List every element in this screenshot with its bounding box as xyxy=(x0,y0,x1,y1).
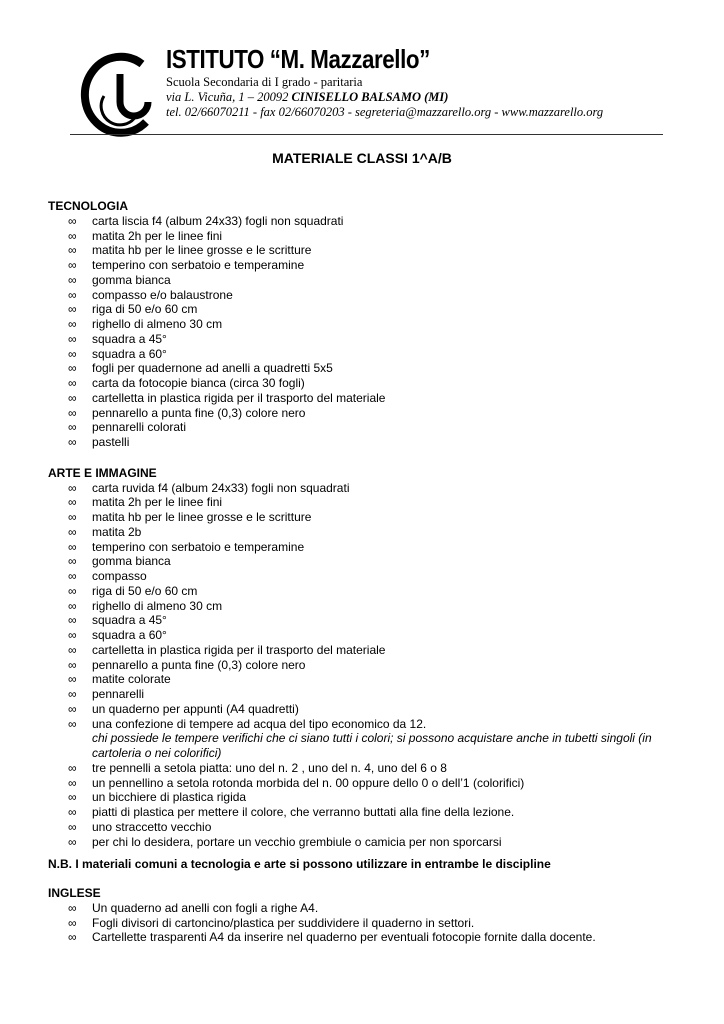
bullet-icon: ∞ xyxy=(68,930,77,945)
bullet-icon: ∞ xyxy=(68,569,77,583)
list-item: ∞ matita 2h per le linee fini xyxy=(68,228,223,243)
address-street: via L. Vicuña, 1 – 20092 xyxy=(166,90,292,104)
list-item: ∞ matita 2b xyxy=(68,524,142,539)
bullet-icon: ∞ xyxy=(68,598,77,613)
document-body xyxy=(48,199,688,945)
bullet-icon: ∞ xyxy=(68,716,77,731)
list-item: ∞ gomma bianca xyxy=(68,272,171,287)
list-item: ∞ una confezione di tempere ad acqua del tipo economico da 12. chi possiede le tempere verifichi che ci siano tutti i colori; si possono acquistare anche in tubetti singoli (in cartoleria o nei colorifici) xyxy=(48,717,688,761)
bullet-icon: ∞ xyxy=(68,657,77,672)
address-city: CINISELLO BALSAMO (MI) xyxy=(291,90,449,104)
bullet-icon: ∞ xyxy=(68,583,77,598)
bullet-icon: ∞ xyxy=(68,272,77,287)
arte-list xyxy=(48,481,688,850)
bullet-icon: ∞ xyxy=(68,376,77,390)
bullet-icon: ∞ xyxy=(68,613,77,628)
bullet-icon: ∞ xyxy=(68,390,77,405)
list-item: ∞ pennarello a punta fine (0,3) colore nero xyxy=(68,657,306,672)
bullet-icon: ∞ xyxy=(68,346,77,361)
school-contacts: tel. 02/66070211 - fax 02/66070203 - segreteria@mazzarello.org - www.mazzarello.org xyxy=(166,105,604,119)
list-item: ∞ un bicchiere di plastica rigida xyxy=(68,790,247,805)
bullet-icon: ∞ xyxy=(68,331,77,346)
school-subtitle: Scuola Secondaria di I grado - paritaria xyxy=(166,75,363,89)
list-item: ∞ cartelletta in plastica rigida per il trasporto del materiale xyxy=(68,642,386,657)
bullet-icon: ∞ xyxy=(68,510,77,524)
bullet-icon: ∞ xyxy=(68,361,77,376)
list-item: ∞ per chi lo desidera, portare un vecchio grembiule o camicia per non sporcarsi xyxy=(68,834,502,849)
list-item: ∞ squadra a 60° xyxy=(68,628,167,642)
bullet-icon: ∞ xyxy=(68,420,77,435)
list-item: ∞ Un quaderno ad anelli con fogli a righe A4. xyxy=(68,900,319,915)
header-divider xyxy=(70,134,663,135)
bullet-icon: ∞ xyxy=(68,243,77,258)
list-item: ∞ temperino con serbatoio e temperamine xyxy=(68,258,305,272)
bullet-icon: ∞ xyxy=(68,287,77,302)
list-item: ∞ squadra a 45° xyxy=(68,331,167,346)
list-item: ∞ uno straccetto vecchio xyxy=(68,819,212,834)
bullet-icon: ∞ xyxy=(68,701,77,716)
list-item: ∞ matita hb per le linee grosse e le scritture xyxy=(68,243,312,258)
bullet-icon: ∞ xyxy=(68,495,77,510)
bullet-icon: ∞ xyxy=(68,628,77,642)
bullet-icon: ∞ xyxy=(68,672,77,687)
list-item: ∞ tre pennelli a setola piatta: uno del n. 2 , uno del n. 4, uno del 6 o 8 xyxy=(68,760,447,775)
bullet-icon: ∞ xyxy=(68,435,77,449)
bullet-icon: ∞ xyxy=(68,687,77,701)
bullet-icon: ∞ xyxy=(68,900,77,915)
list-item: ∞ un quaderno per appunti (A4 quadretti) xyxy=(68,701,299,716)
bullet-icon: ∞ xyxy=(68,405,77,420)
bullet-icon: ∞ xyxy=(68,302,77,317)
list-item: ∞ fogli per quadernone ad anelli a quadretti 5x5 xyxy=(68,361,333,376)
list-item: ∞ pennarelli colorati xyxy=(68,420,187,435)
bullet-icon: ∞ xyxy=(68,228,77,243)
list-item: ∞ matite colorate xyxy=(68,672,171,687)
list-item: ∞ righello di almeno 30 cm xyxy=(68,317,223,331)
list-item: ∞ pennarelli xyxy=(68,687,145,701)
list-item: ∞ righello di almeno 30 cm xyxy=(68,598,223,613)
bullet-icon: ∞ xyxy=(68,790,77,805)
list-item: ∞ un pennellino a setola rotonda morbida del n. 00 oppure dello 0 o dell’1 (colorifici) xyxy=(68,775,525,790)
list-item: ∞ cartelletta in plastica rigida per il trasporto del materiale xyxy=(68,390,386,405)
school-name: ISTITUTO “M. Mazzarello” xyxy=(166,44,430,74)
section-title-inglese: INGLESE xyxy=(48,886,101,900)
list-item: ∞ Cartellette trasparenti A4 da inserire nel quaderno per eventuali fotocopie fornite dalla docente. xyxy=(68,930,596,945)
section-title-tecnologia: TECNOLOGIA xyxy=(48,199,128,213)
tempere-note: chi possiede le tempere verifichi che ci siano tutti i colori; si possono acquistare anche in tubetti singoli (in cartoleria o nei colorifici) xyxy=(92,731,652,760)
section-title-arte: ARTE E IMMAGINE xyxy=(48,465,157,480)
bullet-icon: ∞ xyxy=(68,819,77,834)
bullet-icon: ∞ xyxy=(68,915,77,930)
list-item: ∞ compasso xyxy=(68,569,147,583)
list-item: ∞ pastelli xyxy=(68,435,130,449)
list-item: ∞ carta da fotocopie bianca (circa 30 fogli) xyxy=(68,376,305,390)
tecnologia-list xyxy=(48,214,688,450)
bullet-icon: ∞ xyxy=(68,760,77,775)
bullet-icon: ∞ xyxy=(68,805,77,819)
list-item: ∞ matita 2h per le linee fini xyxy=(68,495,223,510)
list-item: ∞ riga di 50 e/o 60 cm xyxy=(68,302,198,317)
list-item: ∞ matita hb per le linee grosse e le scritture xyxy=(68,510,312,524)
list-item: ∞ gomma bianca xyxy=(68,554,171,569)
bullet-icon: ∞ xyxy=(68,524,77,539)
list-item: ∞ riga di 50 e/o 60 cm xyxy=(68,583,198,598)
list-item: ∞ Fogli divisori di cartoncino/plastica per suddividere il quaderno in settori. xyxy=(68,915,475,930)
bullet-icon: ∞ xyxy=(68,213,77,228)
bullet-icon: ∞ xyxy=(68,317,77,331)
list-item: ∞ pennarello a punta fine (0,3) colore nero xyxy=(68,405,306,420)
bullet-icon: ∞ xyxy=(68,539,77,554)
school-logo xyxy=(80,52,158,138)
list-item: ∞ squadra a 60° xyxy=(68,346,167,361)
list-item: ∞ piatti di plastica per mettere il colore, che verranno buttati alla fine della lezione. xyxy=(68,805,515,819)
inglese-list xyxy=(48,901,688,945)
school-address xyxy=(166,90,448,105)
list-item: ∞ compasso e/o balaustrone xyxy=(68,287,233,302)
list-item: ∞ temperino con serbatoio e temperamine xyxy=(68,539,305,554)
list-item: ∞ carta ruvida f4 (album 24x33) fogli non squadrati xyxy=(68,480,350,495)
bullet-icon: ∞ xyxy=(68,642,77,657)
nb-note: N.B. I materiali comuni a tecnologia e arte si possono utilizzare in entrambe le discipline xyxy=(48,857,551,872)
list-item: ∞ carta liscia f4 (album 24x33) fogli non squadrati xyxy=(68,213,344,228)
bullet-icon: ∞ xyxy=(68,258,77,272)
bullet-icon: ∞ xyxy=(68,834,77,849)
bullet-icon: ∞ xyxy=(68,480,77,495)
document-title: MATERIALE CLASSI 1^A/B xyxy=(272,150,452,166)
bullet-icon: ∞ xyxy=(68,775,77,790)
bullet-icon: ∞ xyxy=(68,554,77,569)
list-item: ∞ squadra a 45° xyxy=(68,613,167,628)
